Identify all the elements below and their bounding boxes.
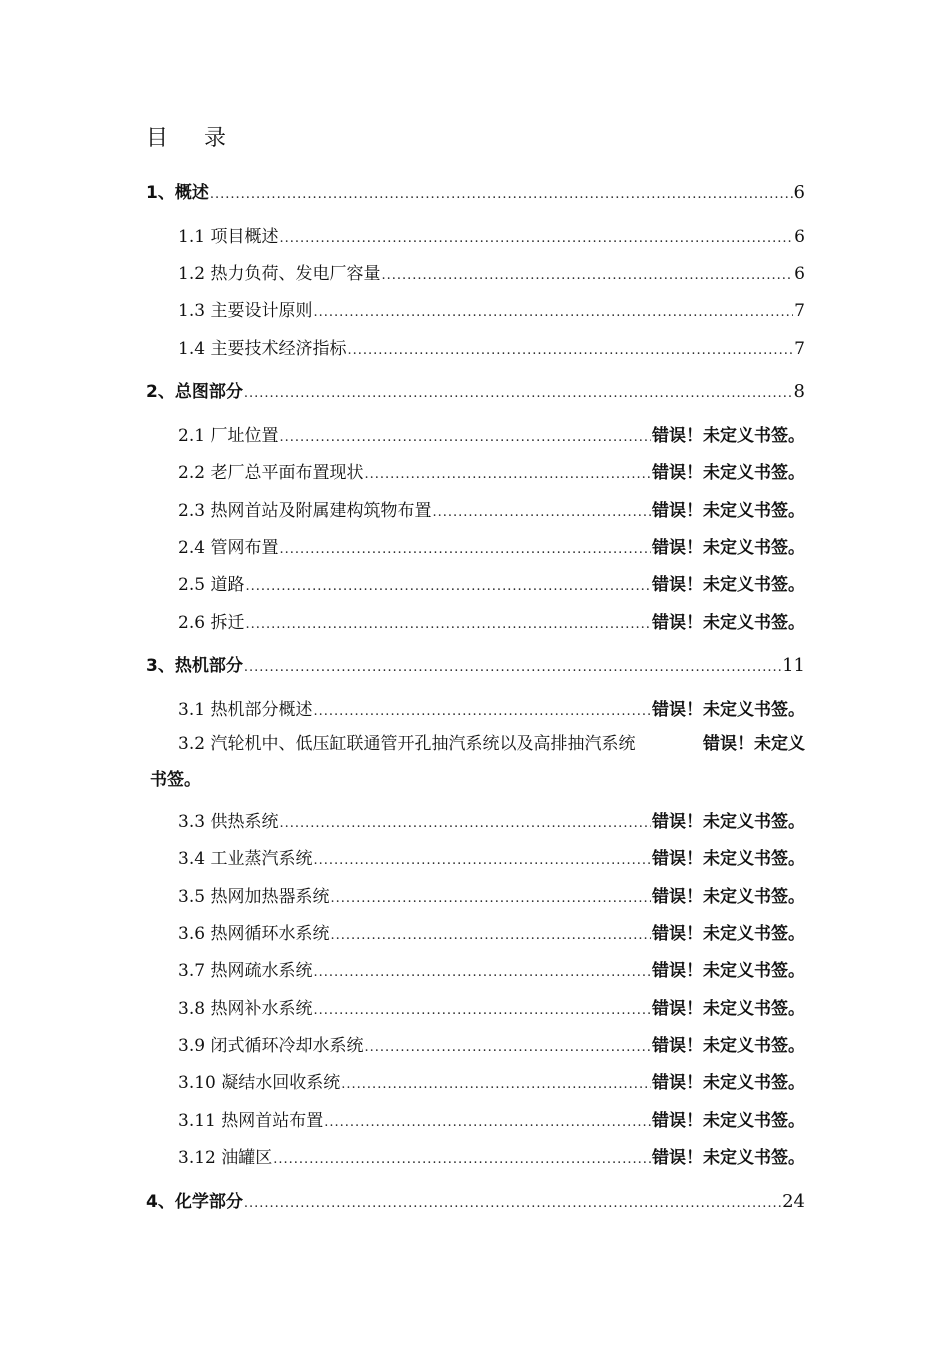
bookmark-error-text: 错误！未定义书签。	[652, 538, 805, 558]
toc-item-label: 2.2 老厂总平面布置现状	[178, 463, 364, 483]
toc-item-3-3[interactable]	[178, 807, 805, 832]
toc-section-label: 1、概述	[146, 183, 209, 203]
toc-page-number: 7	[794, 339, 805, 359]
bookmark-error-text: 错误！未定义书签。	[652, 1148, 805, 1168]
leader-dots	[341, 1077, 651, 1092]
leader-dots	[244, 1196, 781, 1211]
toc-page-number: 7	[794, 301, 805, 321]
toc-item-label: 3.7 热网疏水系统	[178, 961, 313, 981]
bookmark-error-text: 错误！未定义书签。	[652, 1111, 805, 1131]
toc-item-label: 1.1 项目概述	[178, 227, 279, 247]
toc-item-3-4[interactable]	[178, 844, 805, 869]
leader-dots	[381, 268, 793, 283]
toc-section-label: 4、化学部分	[146, 1192, 243, 1212]
leader-dots	[330, 891, 651, 906]
toc-item-label: 3.9 闭式循环冷却水系统	[178, 1036, 364, 1056]
bookmark-error-text: 错误！未定义书签。	[652, 812, 805, 832]
toc-section-4[interactable]	[146, 1187, 805, 1212]
leader-dots	[364, 1040, 651, 1055]
toc-item-label: 3.3 供热系统	[178, 812, 279, 832]
toc-section-label: 2、总图部分	[146, 382, 243, 402]
bookmark-error-text: 错误！未定义书签。	[652, 1036, 805, 1056]
bookmark-error-text: 错误！未定义书签。	[652, 463, 805, 483]
toc-page-number: 6	[794, 227, 805, 247]
toc-item-3-10[interactable]	[178, 1068, 805, 1093]
toc-item-label: 3.6 热网循环水系统	[178, 924, 330, 944]
leader-dots	[313, 305, 793, 320]
toc-item-3-5[interactable]	[178, 882, 805, 907]
toc-item-3-8[interactable]	[178, 994, 805, 1019]
toc-item-3-9[interactable]	[178, 1031, 805, 1056]
toc-item-1-2[interactable]	[178, 259, 805, 284]
leader-dots	[313, 965, 651, 980]
leader-dots	[279, 231, 793, 246]
leader-dots	[279, 430, 651, 445]
toc-item-label: 3.10 凝结水回收系统	[178, 1073, 341, 1093]
leader-dots	[347, 343, 793, 358]
toc-item-label: 3.1 热机部分概述	[178, 700, 313, 720]
bookmark-error-text: 错误！未定义书签。	[652, 700, 805, 720]
toc-item-2-3[interactable]	[178, 496, 805, 521]
toc-item-label: 3.12 油罐区	[178, 1148, 273, 1168]
leader-dots	[313, 1003, 651, 1018]
leader-dots	[245, 579, 651, 594]
toc-section-label: 3、热机部分	[146, 656, 243, 676]
toc-item-label: 3.5 热网加热器系统	[178, 887, 330, 907]
leader-dots	[432, 505, 651, 520]
leader-dots	[330, 928, 651, 943]
bookmark-error-text: 错误！未定义书签。	[652, 613, 805, 633]
toc-item-3-1[interactable]	[178, 695, 805, 720]
leader-dots	[273, 1152, 651, 1167]
bookmark-error-text: 错误！未定义书签。	[652, 575, 805, 595]
leader-dots	[313, 853, 651, 868]
toc-item-2-6[interactable]	[178, 608, 805, 633]
leader-dots	[324, 1115, 651, 1130]
leader-dots	[210, 187, 793, 202]
toc-item-2-4[interactable]	[178, 533, 805, 558]
toc-page-number: 11	[782, 655, 805, 676]
toc-item-1-3[interactable]	[178, 296, 805, 321]
toc-page-number: 6	[794, 264, 805, 284]
leader-dots	[244, 660, 781, 675]
bookmark-error-text: 错误！未定义书签。	[652, 999, 805, 1019]
bookmark-error-text: 错误！未定义书签。	[652, 426, 805, 446]
toc-item-3-2[interactable]	[150, 726, 805, 790]
toc-item-3-12[interactable]	[178, 1143, 805, 1168]
leader-dots	[279, 816, 651, 831]
bookmark-error-text: 错误！未定义书签。	[652, 1073, 805, 1093]
leader-dots	[244, 386, 793, 401]
toc-item-label: 1.2 热力负荷、发电厂容量	[178, 264, 381, 284]
leader-dots	[364, 467, 651, 482]
toc-page-number: 8	[793, 381, 805, 402]
bookmark-error-text: 错误！未定义书签。	[652, 501, 805, 521]
toc-title: 目录	[146, 126, 263, 151]
toc-item-2-1[interactable]	[178, 421, 805, 446]
toc-page-number: 24	[782, 1191, 805, 1212]
leader-dots	[313, 704, 651, 719]
toc-item-2-2[interactable]	[178, 458, 805, 483]
toc-item-label: 3.4 工业蒸汽系统	[178, 849, 313, 869]
bookmark-error-text: 错误！未定义书签。	[652, 887, 805, 907]
bookmark-error-text: 错误！未定义书签。	[652, 849, 805, 869]
toc-item-label: 1.3 主要设计原则	[178, 301, 313, 321]
toc-item-3-7[interactable]	[178, 956, 805, 981]
toc-item-2-5[interactable]	[178, 570, 805, 595]
bookmark-error-text: 错误！未定义书签。	[652, 961, 805, 981]
toc-item-label: 2.3 热网首站及附属建构筑物布置	[178, 501, 432, 521]
toc-item-label: 3.2 汽轮机中、低压缸联通管开孔抽汽系统以及高排抽汽系统	[178, 734, 636, 754]
toc-item-1-4[interactable]	[178, 334, 805, 359]
toc-item-1-1[interactable]	[178, 222, 805, 247]
toc-section-2[interactable]	[146, 377, 805, 402]
toc-item-label: 2.1 厂址位置	[178, 426, 279, 446]
toc-item-label: 2.5 道路	[178, 575, 245, 595]
leader-dots	[279, 542, 651, 557]
toc-page-number: 6	[793, 182, 805, 203]
toc-item-label: 1.4 主要技术经济指标	[178, 339, 347, 359]
leader-dots	[245, 617, 651, 632]
bookmark-error-text: 错误！未定义书签。	[652, 924, 805, 944]
toc-item-3-11[interactable]	[178, 1106, 805, 1131]
toc-item-label: 3.8 热网补水系统	[178, 999, 313, 1019]
toc-item-3-6[interactable]	[178, 919, 805, 944]
bookmark-error-text: 错误！未定义	[703, 734, 805, 754]
toc-item-label: 2.6 拆迁	[178, 613, 245, 633]
toc-item-label: 3.11 热网首站布置	[178, 1111, 324, 1131]
toc-section-1[interactable]	[146, 178, 805, 203]
toc-item-label: 2.4 管网布置	[178, 538, 279, 558]
toc-section-3[interactable]	[146, 651, 805, 676]
bookmark-error-text-continued: 书签。	[150, 770, 201, 790]
